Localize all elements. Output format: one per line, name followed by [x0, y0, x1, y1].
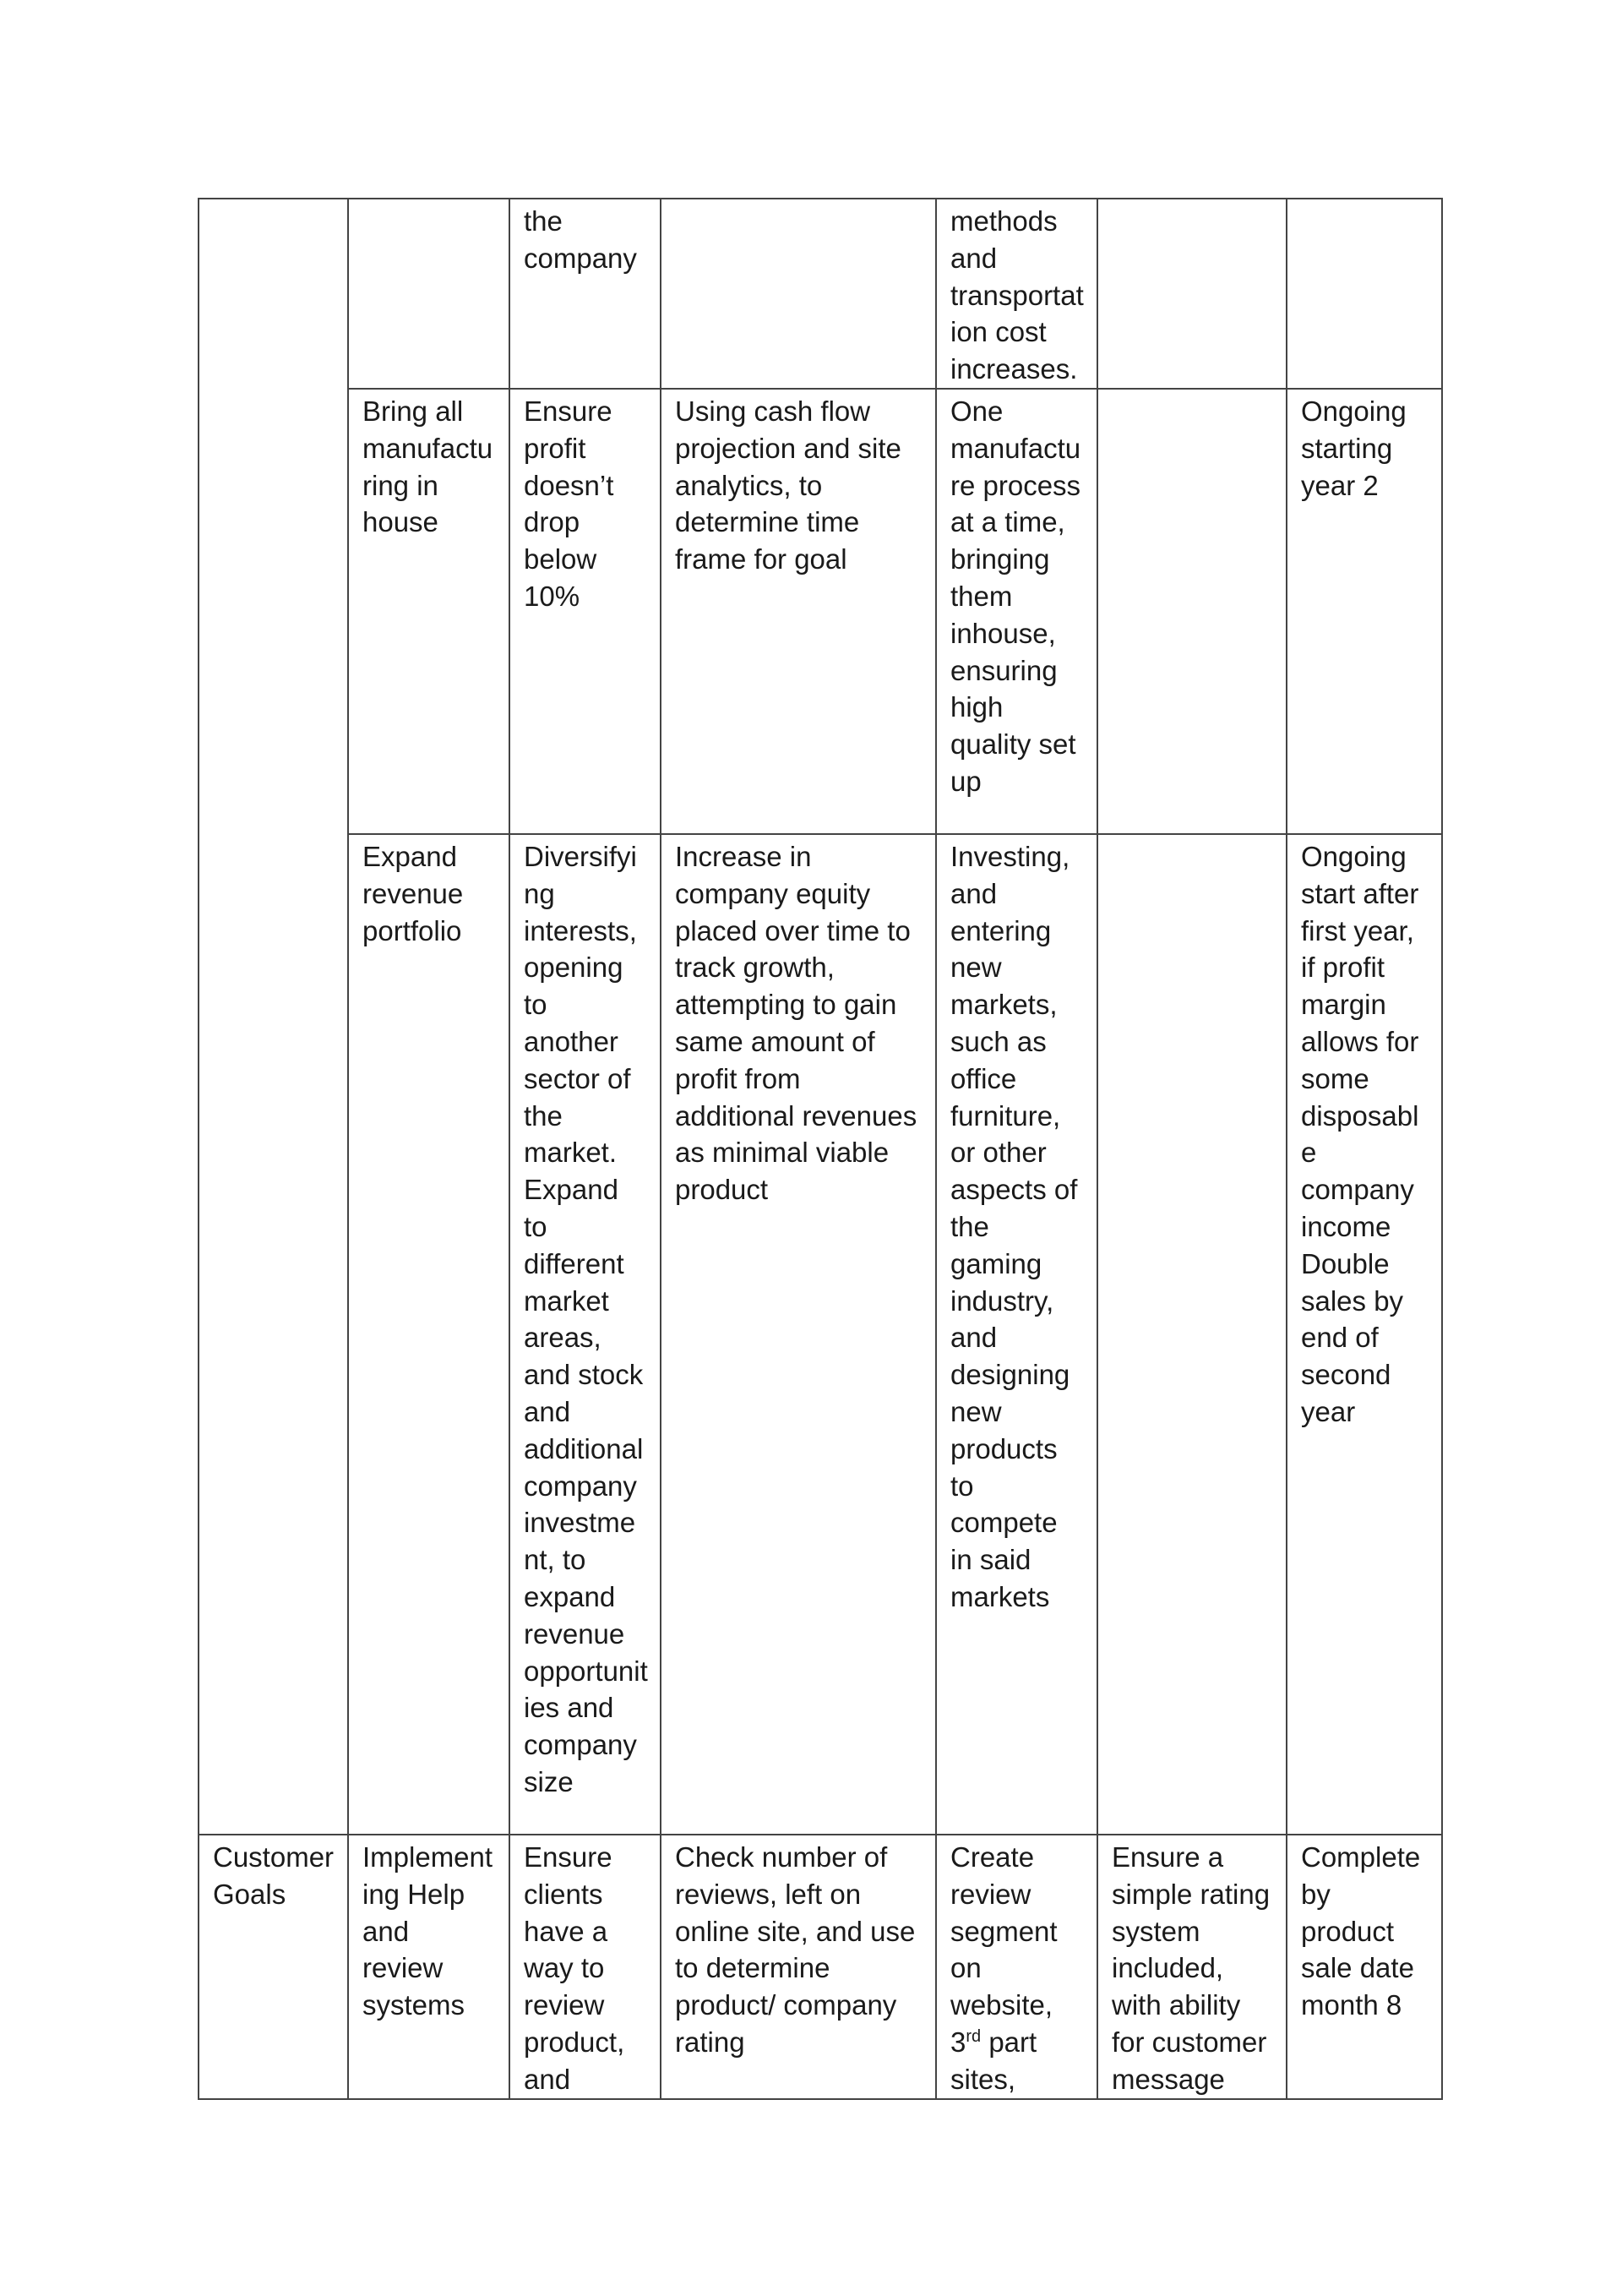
category-cell [199, 1835, 348, 2099]
timeline-cell [1287, 1835, 1442, 2099]
actions-text: One manufacture process at a time, bringing them inhouse, ensuring high quality set up [950, 395, 1081, 797]
goal-cell [348, 834, 509, 1835]
measurement-cell [661, 834, 936, 1835]
measurement-text: Using cash flow projection and site analytics, to determine time frame for goal [675, 395, 901, 575]
objective-cell [509, 1835, 661, 2099]
objective-text: Diversifying interests, opening to another sector of the market. Expand to different market areas, and stock and additional company investment, to expand revenue opportunities and company size [524, 840, 648, 1797]
timeline-cell [1287, 389, 1442, 834]
timeline-text: Ongoing starting year 2 [1301, 395, 1407, 501]
objective-text: the company [524, 205, 637, 274]
objective-text: Ensure profit doesn’t drop below 10% [524, 395, 614, 612]
actions-text: methods and transportation cost increases. [950, 205, 1084, 385]
actions-cell [936, 834, 1097, 1835]
actions-text [950, 1839, 1085, 2098]
goal-text: Bring all manufacturing in house [362, 395, 493, 538]
objective-cell [509, 389, 661, 834]
objective-cell [509, 834, 661, 1835]
objective-cell [509, 199, 661, 389]
timeline-text: Complete by product sale date month 8 [1301, 1841, 1421, 2021]
details-cell [1097, 834, 1287, 1835]
details-cell [1097, 389, 1287, 834]
table-row [199, 834, 1442, 1835]
measurement-cell [661, 389, 936, 834]
timeline-text: Ongoing start after first year, if profit margin allows for some disposable company income Double sales by end of second year [1301, 840, 1419, 1427]
table-row [199, 389, 1442, 834]
actions-text-part: Create review segment on website, 3 [950, 1841, 1058, 2058]
table-row [199, 1835, 1442, 2099]
details-cell [1097, 199, 1287, 389]
timeline-cell [1287, 199, 1442, 389]
goal-cell [348, 389, 509, 834]
actions-cell [936, 1835, 1097, 2099]
category-cell [199, 199, 348, 1835]
actions-cell [936, 389, 1097, 834]
goal-cell [348, 199, 509, 389]
goal-cell [348, 1835, 509, 2099]
timeline-cell [1287, 834, 1442, 1835]
objective-text: Ensure clients have a way to review product, and [524, 1841, 625, 2095]
actions-cell [936, 199, 1097, 389]
goal-text: Implementing Help and review systems [362, 1841, 493, 2021]
actions-text: Investing, and entering new markets, such as office furniture, or other aspects of the gaming industry, and designing new products to compete in said markets [950, 840, 1078, 1612]
measurement-text: Check number of reviews, left on online site, and use to determine product/ company rating [675, 1841, 916, 2058]
measurement-cell [661, 1835, 936, 2099]
category-text: Customer Goals [213, 1841, 335, 1910]
ordinal-suffix: rd [966, 2026, 982, 2046]
goal-text: Expand revenue portfolio [362, 840, 464, 946]
measurement-cell [661, 199, 936, 389]
actions-text-part: part sites, [950, 2026, 1037, 2095]
table-row [199, 199, 1442, 389]
measurement-text: Increase in company equity placed over time to track growth, attempting to gain same amount of profit from additional revenues as minimal viable product [675, 840, 917, 1206]
details-cell [1097, 1835, 1287, 2099]
planning-table [198, 198, 1443, 2100]
details-text: Ensure a simple rating system included, with ability for customer message [1112, 1841, 1271, 2095]
